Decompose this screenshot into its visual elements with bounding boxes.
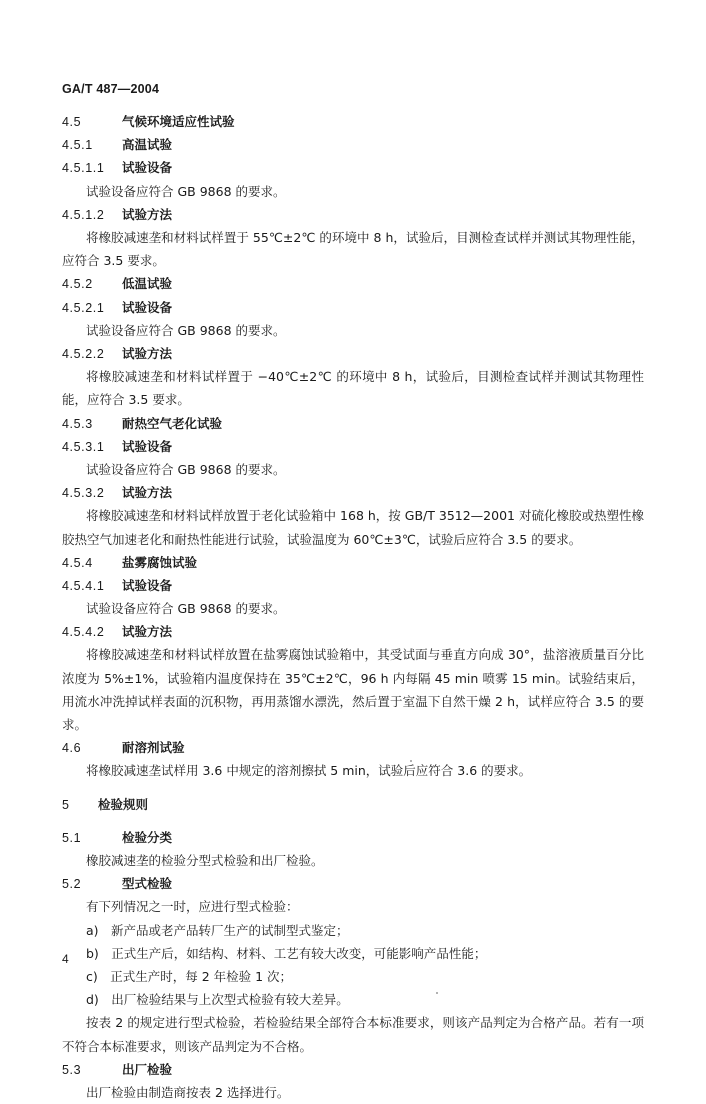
scan-speck — [436, 992, 438, 994]
section-title: 试验设备 — [122, 577, 173, 593]
body-paragraph: 将橡胶减速垄试样用 3.6 中规定的溶剂擦拭 5 min，试验后应符合 3.6 的要求。 — [86, 763, 532, 779]
body-paragraph: 有下列情况之一时，应进行型式检验： — [86, 899, 299, 915]
body-paragraph: 试验设备应符合 GB 9868 的要求。 — [86, 183, 286, 199]
section-heading — [62, 203, 644, 226]
section-title: 盐雾腐蚀试验 — [122, 554, 198, 570]
body-paragraph: d) 出厂检验结果与上次型式检验有较大差异。 — [86, 992, 349, 1008]
section-number: 4.5.3.2 — [62, 486, 105, 501]
section-heading — [62, 412, 644, 435]
section-heading — [62, 872, 644, 895]
body-paragraph: 橡胶减速垄的检验分型式检验和出厂检验。 — [86, 853, 324, 869]
section-number: 4.5.2.1 — [62, 300, 105, 315]
section-title: 耐热空气老化试验 — [122, 415, 223, 431]
section-heading — [62, 620, 644, 643]
section-title: 耐溶剂试验 — [122, 740, 185, 756]
body-paragraph: 将橡胶减速垄和材料试样放置在盐雾腐蚀试验箱中，其受试面与垂直方向成 30°，盐溶液质量百分比浓度为 5%±1%，试验箱内温度保持在 35℃±2℃，96 h 内每隔 45 min 喷雾 15 min。试验结束后，用流水冲洗掉试样表面的沉积物，再用蒸馏水漂洗，然后置于室温下自然干燥 2 h，试样应符合 3.5 的要求。 — [62, 647, 644, 733]
section-number: 4.5.4.1 — [62, 578, 105, 593]
document-body — [62, 110, 644, 1104]
body-paragraph: 将橡胶减速垄和材料试样置于 55℃±2℃ 的环境中 8 h，试验后，目测检查试样并测试其物理性能，应符合 3.5 要求。 — [62, 229, 644, 269]
section-number: 4.5.1.1 — [62, 161, 105, 176]
section-number: 4.5.3 — [62, 416, 93, 431]
section-title: 试验设备 — [122, 299, 173, 315]
section-number: 5.1 — [62, 830, 82, 845]
section-title: 出厂检验 — [122, 1061, 173, 1077]
section-number: 5.3 — [62, 1062, 82, 1077]
section-title: 试验方法 — [122, 345, 173, 361]
section-heading — [62, 296, 644, 319]
section-title: 气候环境适应性试验 — [122, 114, 235, 129]
section-heading — [62, 110, 644, 133]
section-title: 试验设备 — [122, 438, 173, 454]
section-number: 5.2 — [62, 877, 82, 892]
section-number: 4.5.2 — [62, 277, 93, 292]
section-title: 高温试验 — [122, 137, 173, 153]
section-title: 试验方法 — [122, 206, 173, 222]
section-number: 5 — [62, 797, 70, 812]
section-number: 4.5.2.2 — [62, 346, 105, 361]
section-heading — [62, 551, 644, 574]
section-title: 试验方法 — [122, 485, 173, 501]
section-number: 4.6 — [62, 741, 82, 756]
body-paragraph: 试验设备应符合 GB 9868 的要求。 — [86, 322, 286, 338]
body-paragraph: 将橡胶减速垄和材料试样置于 −40℃±2℃ 的环境中 8 h，试验后，目测检查试样并测试其物理性能，应符合 3.5 要求。 — [62, 369, 644, 408]
section-number: 4.5.1 — [62, 138, 93, 153]
section-heading — [62, 435, 644, 458]
body-paragraph: a) 新产品或老产品转厂生产的试制型式鉴定； — [86, 922, 349, 938]
page-number: 4 — [62, 952, 69, 966]
body-paragraph: 出厂检验由制造商按表 2 选择进行。 — [86, 1085, 290, 1101]
section-number: 4.5.4.2 — [62, 625, 105, 640]
section-heading — [62, 481, 644, 504]
section-gap — [62, 783, 644, 793]
section-heading — [62, 793, 644, 816]
section-heading — [62, 342, 644, 365]
section-number: 4.5.1.2 — [62, 207, 105, 222]
section-title: 型式检验 — [122, 876, 173, 892]
body-paragraph: 试验设备应符合 GB 9868 的要求。 — [86, 601, 286, 617]
body-paragraph: 将橡胶减速垄和材料试样放置于老化试验箱中 168 h，按 GB/T 3512—2001 对硫化橡胶或热塑性橡胶热空气加速老化和耐热性能进行试验，试验温度为 60℃±3℃，试验后应符合 3.5 的要求。 — [62, 508, 644, 547]
body-paragraph: 试验设备应符合 GB 9868 的要求。 — [86, 461, 286, 477]
body-paragraph: b) 正式生产后，如结构、材料、工艺有较大改变，可能影响产品性能； — [86, 945, 487, 961]
section-heading — [62, 574, 644, 597]
section-number: 4.5 — [62, 115, 82, 129]
standard-code-header: GA/T 487—2004 — [62, 82, 160, 96]
section-number: 4.5.3.1 — [62, 439, 105, 454]
section-heading — [62, 1058, 644, 1081]
section-heading — [62, 156, 644, 179]
section-heading — [62, 133, 644, 156]
section-heading — [62, 272, 644, 295]
section-title: 低温试验 — [122, 276, 173, 292]
section-heading — [62, 826, 644, 849]
body-paragraph: 按表 2 的规定进行型式检验，若检验结果全部符合本标准要求，则该产品判定为合格产品。若有一项不符合本标准要求，则该产品判定为不合格。 — [62, 1015, 644, 1054]
section-number: 4.5.4 — [62, 555, 93, 570]
section-gap — [62, 816, 644, 826]
section-title: 试验设备 — [122, 160, 173, 176]
section-title: 试验方法 — [122, 624, 173, 640]
section-title: 检验分类 — [122, 829, 173, 845]
scan-speck — [410, 760, 412, 762]
body-paragraph: c) 正式生产时，每 2 年检验 1 次； — [86, 969, 293, 985]
section-heading — [62, 736, 644, 759]
section-title: 检验规则 — [98, 796, 149, 812]
